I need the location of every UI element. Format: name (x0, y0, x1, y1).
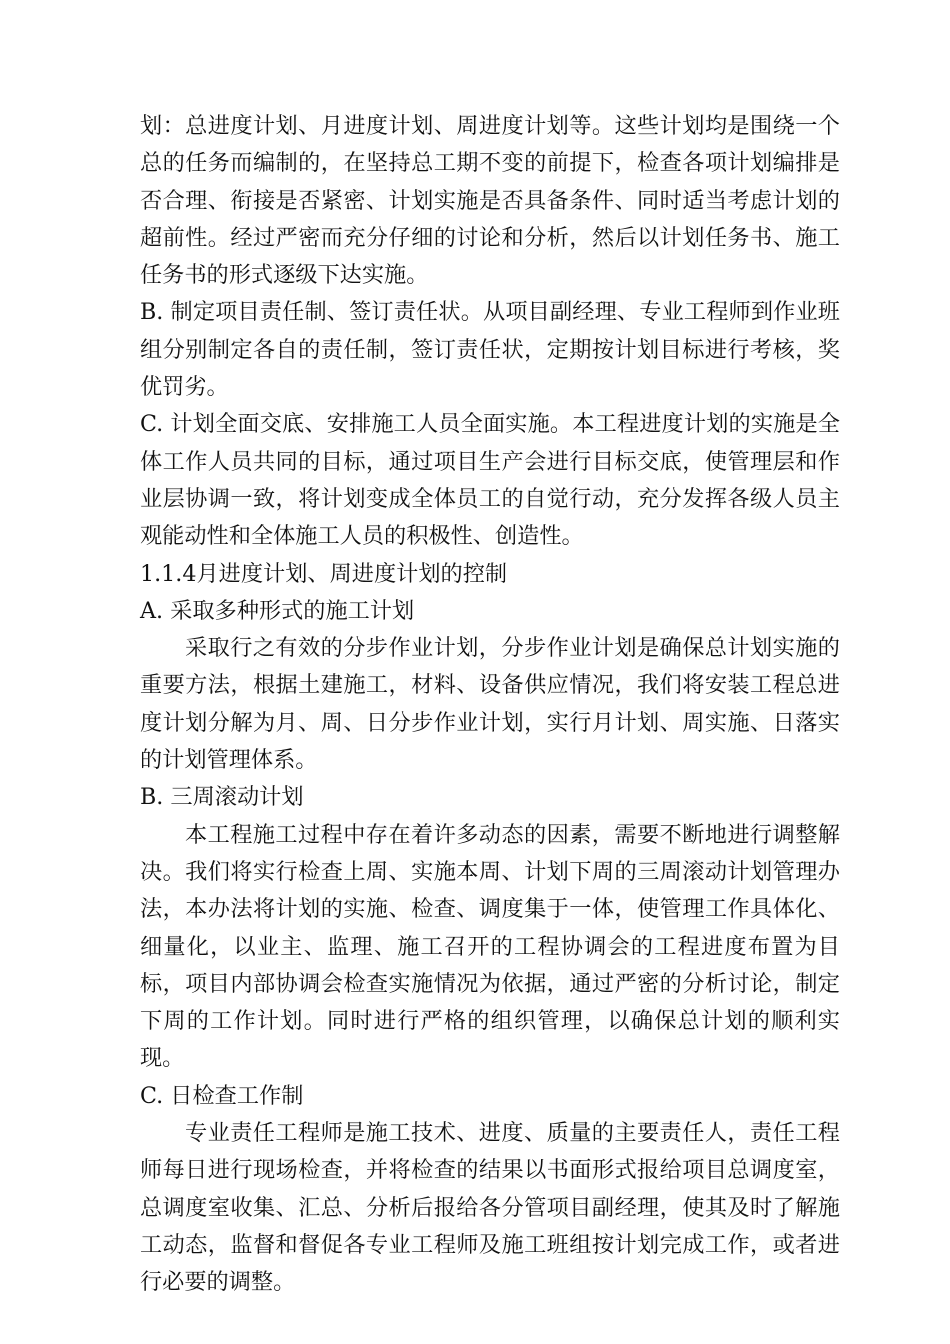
subheading-multiple-plans: A. 采取多种形式的施工计划 (140, 597, 415, 624)
paragraph-plan-briefing: C. 计划全面交底、安排施工人员全面实施。本工程进度计划的实施是全体工作人员共同的目标，通过项目生产会进行目标交底，使管理层和作业层协调一致，将计划变成全体员工的自觉行动，充分发挥各级人员主观能动性和全体施工人员的积极性、创造性。 (140, 411, 840, 550)
subheading-three-week-rolling: B. 三周滚动计划 (140, 784, 304, 811)
document-page (140, 108, 840, 1302)
paragraph-daily-inspection: 专业责任工程师是施工技术、进度、质量的主要责任人，责任工程师每日进行现场检查，并将检查的结果以书面形式报给项目总调度室，总调度室收集、汇总、分析后报给各分管项目副经理，使其及时了解施工动态，监督和督促各专业工程师及施工班组按计划完成工作，或者进行必要的调整。 (140, 1120, 840, 1296)
paragraph-plan-overview: 划：总进度计划、月进度计划、周进度计划等。这些计划均是围绕一个总的任务而编制的，在坚持总工期不变的前提下，检查各项计划编排是否合理、衔接是否紧密、计划实施是否具备条件、同时适当考虑计划的超前性。经过严密而充分仔细的讨论和分析，然后以计划任务书、施工任务书的形式逐级下达实施。 (140, 113, 840, 289)
paragraph-responsibility-system: B. 制定项目责任制、签订责任状。从项目副经理、专业工程师到作业班组分别制定各自的责任制，签订责任状，定期按计划目标进行考核，奖优罚劣。 (140, 299, 840, 401)
subheading-daily-inspection: C. 日检查工作制 (140, 1082, 304, 1109)
paragraph-rolling-plan: 本工程施工过程中存在着许多动态的因素，需要不断地进行调整解决。我们将实行检查上周、实施本周、计划下周的三周滚动计划管理办法，本办法将计划的实施、检查、调度集于一体，使管理工作具体化、细量化，以业主、监理、施工召开的工程协调会的工程进度布置为目标，项目内部协调会检查实施情况为依据，通过严密的分析讨论，制定下周的工作计划。同时进行严格的组织管理，以确保总计划的顺利实现。 (140, 821, 840, 1072)
section-heading-monthly-weekly-control: 1.1.4月进度计划、周进度计划的控制 (140, 560, 508, 587)
paragraph-step-plans: 采取行之有效的分步作业计划，分步作业计划是确保总计划实施的重要方法，根据土建施工，材料、设备供应情况，我们将安装工程总进度计划分解为月、周、日分步作业计划，实行月计划、周实施、日落实的计划管理体系。 (140, 635, 840, 774)
